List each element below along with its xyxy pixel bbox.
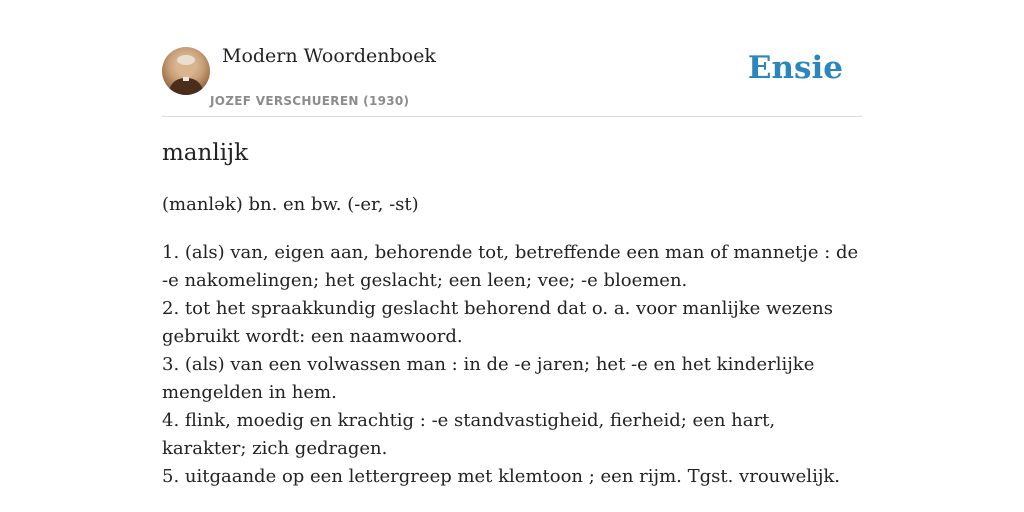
definition-item: 4. flink, moedig en krachtig : -e standvastigheid, fierheid; een hart, karakter; zich gedragen. <box>162 410 776 459</box>
author-avatar[interactable] <box>162 47 210 95</box>
definitions-list <box>162 239 862 491</box>
definition-item: 5. uitgaande op een lettergreep met klemtoon ; een rijm. Tgst. vrouwelijk. <box>162 466 841 487</box>
page <box>162 0 862 487</box>
entry-pronunciation: (manlək) bn. en bw. (-er, -st) <box>162 194 419 215</box>
book-title[interactable]: Modern Woordenboek <box>222 45 436 67</box>
definition-item: 2. tot het spraakkundig geslacht behorend dat o. a. voor manlijke wezens gebruikt wordt: een naamwoord. <box>162 298 834 347</box>
source-header <box>162 0 862 117</box>
portrait-icon <box>162 47 210 95</box>
entry-headword: manlijk <box>162 140 249 166</box>
definition-item: 3. (als) van een volwassen man : in de -e jaren; het -e en het kinderlijke mengelden in hem. <box>162 354 815 403</box>
author-name[interactable]: JOZEF VERSCHUEREN (1930) <box>210 94 410 108</box>
brand-logo[interactable]: Ensie <box>747 50 843 86</box>
definition-item: 1. (als) van, eigen aan, behorende tot, betreffende een man of mannetje : de -e nakomelingen; het geslacht; een leen; vee; -e bloemen. <box>162 242 859 291</box>
